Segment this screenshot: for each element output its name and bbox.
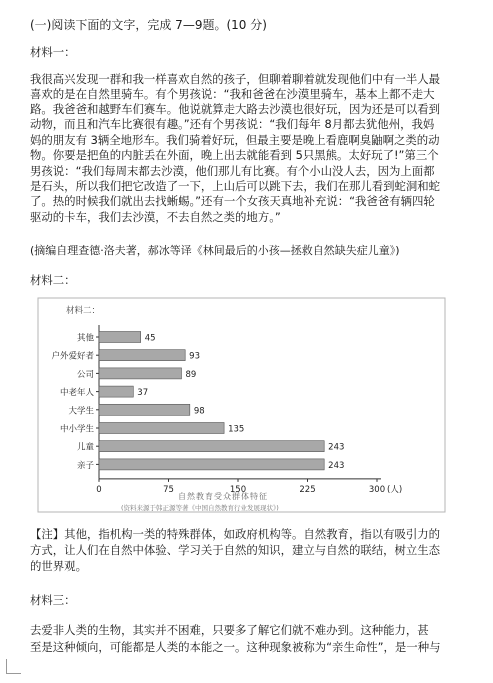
- bar: [99, 423, 224, 434]
- material1-line: 动物，而且和汽车比赛很有趣。”还有个男孩说：“我们每年 8月都去犹他州，我妈: [30, 117, 435, 131]
- material1-line: 了。热的时候我们就出去找蜥蜴。”还有一个女孩天真地补充说：“我爸爸有辆四轮: [30, 194, 435, 208]
- material2-label: 材料二：: [30, 273, 76, 287]
- material1-line: 路。我爸爸和越野车们赛车。他说就算走大路去沙漠也很好玩，因为还是可以看到: [30, 102, 441, 116]
- bar-value-label: 98: [193, 406, 205, 417]
- chart-inner-label: 材料二：: [66, 306, 101, 316]
- bar-value-label: 45: [144, 333, 156, 344]
- bar-value-label: 37: [137, 388, 149, 399]
- material1-line: 男孩说：“我们每周末都去沙漠，他们那儿有比赛。有个小山没人去，因为上面都: [30, 164, 435, 178]
- x-tick-label: 225: [299, 484, 316, 495]
- bar: [99, 459, 324, 470]
- bar: [99, 350, 185, 361]
- bar-value-label: 243: [328, 442, 345, 453]
- material1-source: (摘编自理查德·洛夫著，郝冰等译《林间最后的小孩—拯救自然缺失症儿童》): [30, 244, 400, 257]
- material1-line: 妈的朋友有 3辆全地形车。我们骑着好玩，但最主要是晚上看鹿啊臭鼬啊之类的动: [30, 133, 440, 147]
- material1-line: 驱动的卡车，我们去沙漠，不去自然之类的地方。”: [30, 210, 281, 224]
- bar: [99, 386, 133, 397]
- material3-label: 材料三：: [30, 593, 76, 607]
- bar: [99, 441, 324, 452]
- material1-label: 材料一：: [30, 45, 76, 59]
- bar-value-label: 89: [185, 369, 197, 380]
- bar: [99, 368, 181, 379]
- category-label: 其他: [76, 333, 94, 344]
- category-label: 儿童: [76, 442, 94, 453]
- x-tick-label: 150: [229, 484, 247, 495]
- material1-line: 物。你要是把鱼的内脏丢在外面，晚上出去就能看到 5只黑熊。太好玩了!”第三个: [30, 148, 439, 162]
- chart-source: (资料来源于韩正源等著《中国自然教育行业发展现状》): [121, 504, 279, 512]
- bar-value-label: 243: [328, 460, 345, 471]
- chart-caption: 自然教育受众群体特征: [178, 492, 268, 501]
- material1-line: 我很高兴发现一群和我一样喜欢自然的孩子，但聊着聊着就发现他们中有一半人最: [30, 72, 441, 86]
- bar: [99, 332, 141, 343]
- bar-value-label: 135: [228, 424, 245, 435]
- category-label: 户外爱好者: [51, 351, 94, 362]
- material1-line: 是石头，所以我们把它改造了一下，上山后可以跳下去，我们在那儿看到蛇洞和蛇: [30, 179, 441, 193]
- bar: [99, 404, 190, 415]
- note-line: 的世界观。: [30, 559, 87, 573]
- x-tick-label: 0: [96, 484, 102, 495]
- crop-mark: [6, 659, 21, 674]
- bar-value-label: 93: [189, 351, 201, 362]
- note-line: 【注】其他，指机构一类的特殊群体，如政府机构等。自然教育，指以有吸引力的: [30, 527, 441, 541]
- category-label: 大学生: [68, 406, 94, 417]
- x-tick-label: 300: [368, 484, 386, 495]
- category-label: 公司: [76, 369, 94, 380]
- note-line: 方式，让人们在自然中体验、学习关于自然的知识，建立与自然的联结，树立生态: [30, 543, 441, 557]
- question-intro: (一)阅读下面的文字，完成 7—9题。(10 分): [30, 18, 267, 32]
- category-label: 亲子: [76, 460, 94, 471]
- category-label: 中小学生: [59, 424, 94, 435]
- x-tick-label: 75: [163, 484, 174, 495]
- material3-line: 去爱非人类的生物，其实并不困难，只要多了解它们就不难办到。这种能力，甚: [30, 623, 429, 637]
- x-unit-label: (人): [387, 484, 403, 495]
- category-label: 中老年人: [59, 388, 94, 399]
- material3-line: 至是这种倾向，可能都是人类的本能之一。这种现象被称为“亲生命性”，是一种与: [30, 640, 441, 654]
- material1-line: 喜欢的是在自然里骑车。有个男孩说：“我和爸爸在沙漠里骑车，基本上都不走大: [30, 87, 435, 101]
